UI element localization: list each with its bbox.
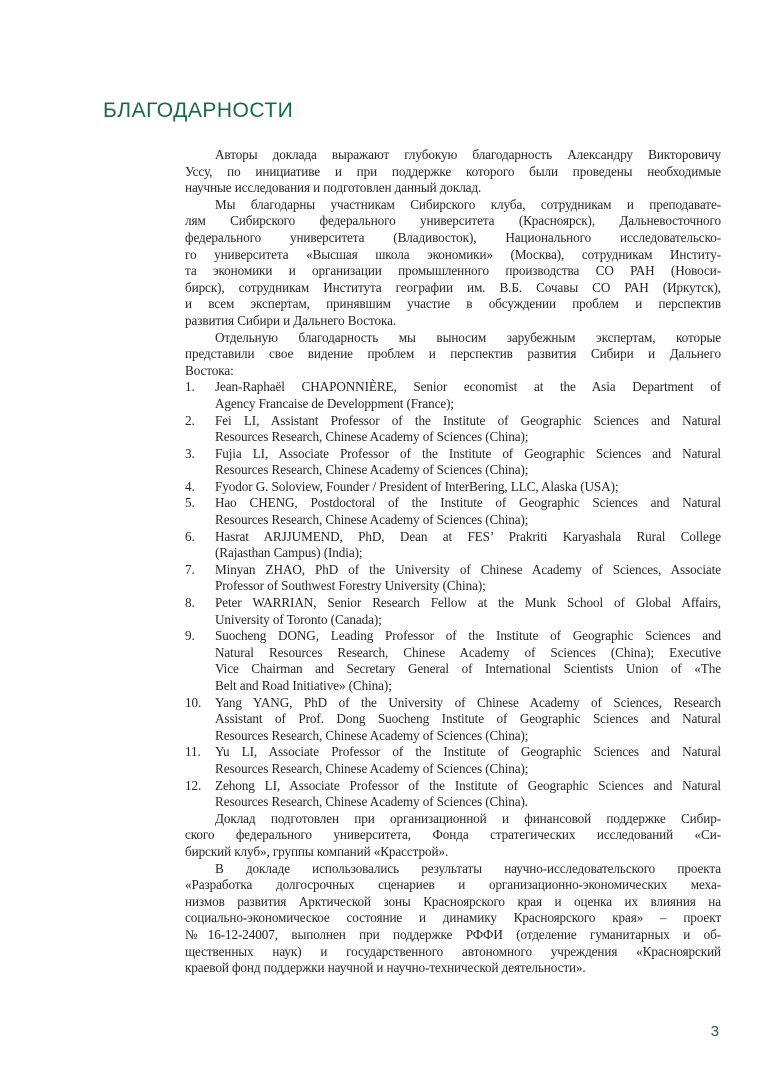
list-item: [185, 379, 721, 412]
text-line: научные исследования и подготовлен данный доклад.: [185, 180, 482, 196]
list-item: [185, 413, 721, 446]
list-item: [185, 529, 721, 562]
text-line: Yang YANG, PhD of the University of Chinese Academy of Sciences, Research: [215, 694, 721, 710]
text-line: В докладе использовались результаты научно-исследовательского проекта: [215, 860, 721, 876]
list-item: [185, 744, 721, 777]
list-item: [185, 695, 721, 745]
text-line: Resources Research, Chinese Academy of Sciences (China);: [215, 429, 529, 445]
list-item: [185, 495, 721, 528]
text-line: Авторы доклада выражают глубокую благодарность Александру Викторовичу: [215, 147, 721, 162]
list-item-number: 1.: [185, 379, 195, 395]
text-line: Vice Chairman and Secretary General of International Scientists Union of «The: [215, 661, 721, 677]
text-line: Fujia LI, Associate Professor of the Institute of Geographic Sciences and Natural: [215, 445, 721, 461]
text-line: Suocheng DONG, Leading Professor of the Institute of Geographic Sciences and: [215, 628, 721, 644]
text-line: Доклад подготовлен при организационной и финансовой поддержке Сибир-: [215, 810, 721, 826]
text-line: развития Сибири и Дальнего Востока.: [185, 312, 397, 328]
text-line: бирский клуб», группы компаний «Красстрой».: [185, 843, 449, 859]
text-line: лям Сибирского федерального университета (Красноярск), Дальневосточного: [185, 213, 721, 229]
text-line: Отдельную благодарность мы выносим зарубежным экспертам, которые: [215, 329, 721, 345]
text-line: «Разработка долгосрочных сценариев и организационно-экономических меха-: [185, 877, 721, 893]
text-line: Уссу, по инициативе и при поддержке которого были проведены необходимые: [185, 163, 721, 179]
text-line: го университета «Высшая школа экономики» (Москва), сотрудникам Институ-: [185, 246, 721, 262]
text-line: Belt and Road Initiative» (China);: [215, 678, 392, 693]
text-line: University of Toronto (Canada);: [215, 611, 382, 627]
page-title: БЛАГОДАРНОСТИ: [103, 99, 294, 122]
paragraph: [185, 147, 721, 197]
text-line: Yu LI, Associate Professor of the Institute of Geographic Sciences and Natural: [215, 744, 721, 760]
text-line: Fyodor G. Soloview, Founder / President of InterBering, LLC, Alaska (USA);: [215, 478, 619, 494]
list-item-number: 6.: [185, 528, 195, 544]
text-line: Hasrat ARJJUMEND, PhD, Dean at FES’ Prakriti Karyashala Rural College: [215, 528, 721, 544]
text-line: Resources Research, Chinese Academy of Sciences (China);: [215, 760, 529, 776]
list-item: [185, 446, 721, 479]
text-line: Resources Research, Chinese Academy of Sciences (China).: [215, 794, 528, 810]
list-item-number: 4.: [185, 478, 195, 494]
text-line: та экономики и организации промышленного производства СО РАН (Новоси-: [185, 263, 721, 279]
page-number: 3: [710, 1023, 719, 1040]
paragraph: [185, 330, 721, 380]
expert-list: [185, 379, 721, 810]
text-line: Востока:: [185, 362, 234, 378]
text-line: Agency Francaise de Developpment (France);: [215, 395, 454, 411]
list-item-number: 8.: [185, 595, 195, 611]
list-item: [185, 479, 721, 496]
text-line: Fei LI, Assistant Professor of the Institute of Geographic Sciences and Natural: [215, 412, 721, 428]
text-line: Zehong LI, Associate Professor of the Institute of Geographic Sciences and Natural: [215, 777, 721, 793]
paragraph: [185, 811, 721, 861]
text-line: Мы благодарны участникам Сибирского клуба, сотрудникам и преподавате-: [215, 196, 721, 212]
text-line: ского федерального университета, Фонда стратегических исследований «Си-: [185, 827, 721, 843]
text-line: Professor of Southwest Forestry University (China);: [215, 578, 486, 594]
text-line: №16-12-24007, выполнен при поддержке РФФИ (отделение гуманитарных и об-: [185, 926, 721, 942]
list-item-number: 12.: [185, 777, 202, 793]
list-item: [185, 562, 721, 595]
text-line: бирск), сотрудникам Института географии им. В.Б. Сочавы СО РАН (Иркутск),: [185, 279, 721, 295]
list-item-number: 10.: [185, 694, 202, 710]
body-text: [185, 147, 721, 977]
list-item: [185, 628, 721, 694]
paragraph: [185, 197, 721, 330]
text-line: краевой фонд поддержки научной и научно-технической деятельности».: [185, 960, 586, 976]
text-line: социально-экономическое состояние и динамику Красноярского края» – проект: [185, 910, 721, 926]
text-line: щественных наук) и государственного автономного учреждения «Красноярский: [185, 943, 721, 959]
text-line: представили свое видение проблем и перспектив развития Сибири и Дальнего: [185, 346, 721, 362]
text-line: Assistant of Prof. Dong Suocheng Institute of Geographic Sciences and Natural: [215, 711, 721, 727]
paragraph: [185, 861, 721, 977]
text-line: Hao CHENG, Postdoctoral of the Institute of Geographic Sciences and Natural: [215, 495, 721, 511]
text-line: Natural Resources Research, Chinese Academy of Sciences (China); Executive: [215, 644, 721, 660]
text-line: Resources Research, Chinese Academy of Sciences (China);: [215, 512, 529, 528]
list-item-number: 3.: [185, 445, 195, 461]
text-line: Resources Research, Chinese Academy of Sciences (China);: [215, 462, 529, 478]
text-line: федерального университета (Владивосток), Национального исследовательско-: [185, 229, 721, 245]
list-item-number: 11.: [185, 744, 201, 760]
text-line: низмов развития Арктической зоны Красноярского края и оценка их влияния на: [185, 893, 721, 909]
list-item-number: 9.: [185, 628, 195, 644]
text-line: и всем экспертам, принявшим участие в обсуждении проблем и перспектив: [185, 296, 721, 312]
list-item: [185, 778, 721, 811]
text-line: (Rajasthan Campus) (India);: [215, 545, 363, 561]
text-line: Peter WARRIAN, Senior Research Fellow at the Munk School of Global Affairs,: [215, 595, 721, 611]
list-item-number: 2.: [185, 412, 195, 428]
list-item-number: 5.: [185, 495, 195, 511]
list-item-number: 7.: [185, 561, 195, 577]
text-line: Minyan ZHAO, PhD of the University of Chinese Academy of Sciences, Associate: [215, 561, 721, 577]
text-line: Jean-Raphaël CHAPONNIÈRE, Senior economist at the Asia Department of: [215, 379, 721, 395]
text-line: Resources Research, Chinese Academy of Sciences (China);: [215, 727, 529, 743]
list-item: [185, 595, 721, 628]
